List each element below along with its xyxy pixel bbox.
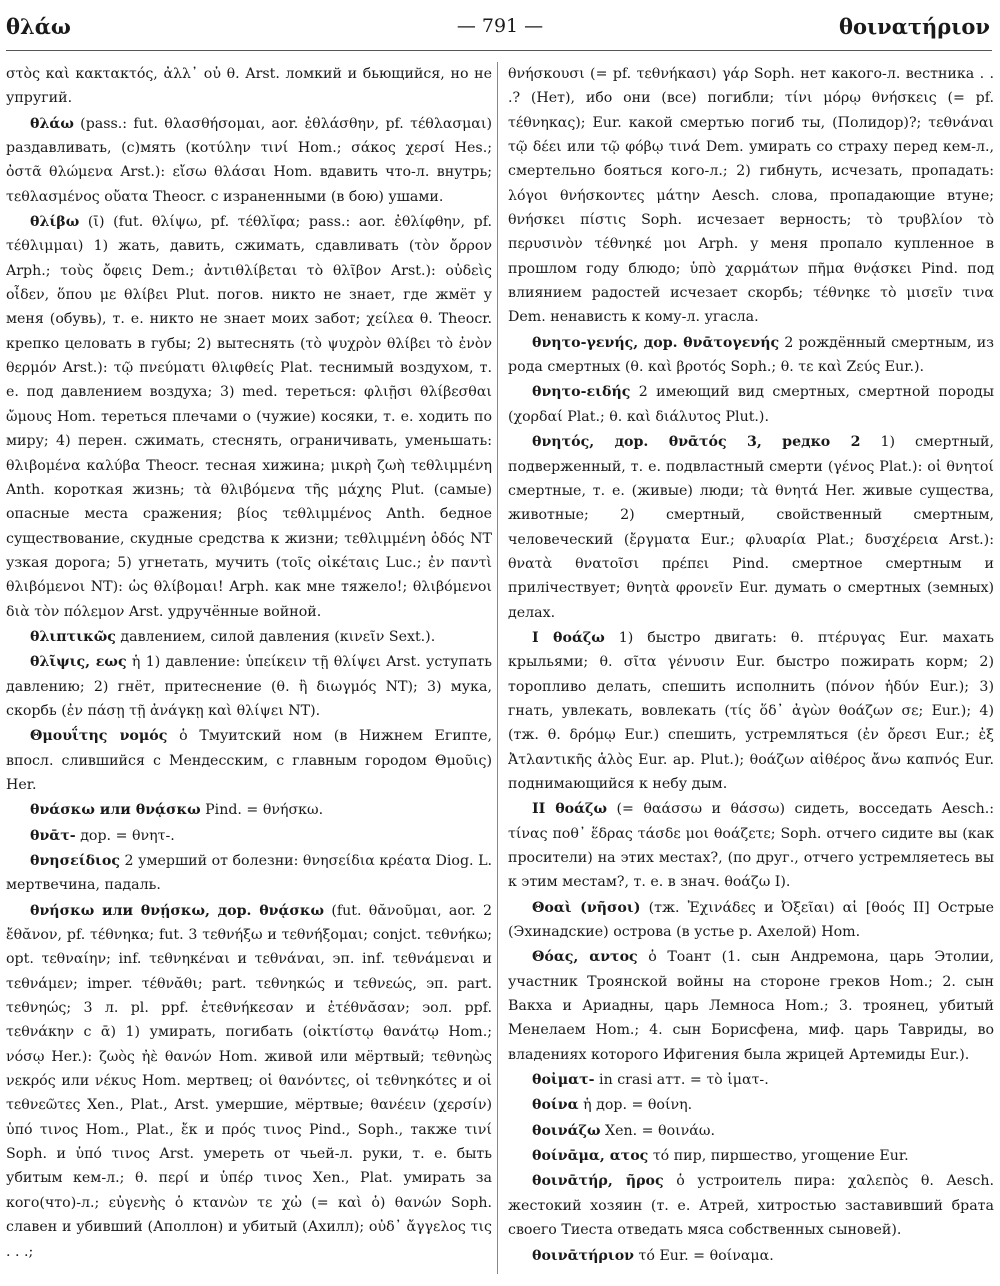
entry-text: ὁ устроитель пира: χαλεπὸς θ. Aesch. жестокий хозяин (т. е. Атрей, хитростью заставивший брата своего Тиеста отведать мяса собственных сыновей).: [508, 1173, 994, 1239]
dictionary-entry: [508, 945, 994, 1067]
entry-lemma: II θοάζω: [532, 801, 607, 818]
page-header: [0, 0, 1000, 60]
dictionary-entry: [508, 1093, 994, 1117]
column-divider: [497, 62, 498, 1274]
entry-text: Pind. = θνήσκω.: [205, 802, 324, 819]
entry-lemma: θοἰματ-: [532, 1072, 595, 1089]
dictionary-entry: [508, 896, 994, 945]
header-rule: [6, 50, 992, 51]
dictionary-entry: [508, 1244, 994, 1268]
dictionary-entry: [508, 331, 994, 380]
dictionary-entry: [6, 112, 492, 209]
entry-lemma: θνήσκω или θνῄσκω, дор. θνᾴσκω: [30, 902, 325, 919]
entry-lemma: θλάω: [30, 115, 74, 132]
dictionary-entry: [6, 824, 492, 848]
dictionary-entry: [6, 210, 492, 624]
entry-text: (тж. Ἐχινάδες и Ὀξεῖαι) αἱ [θοός II] Острые (Эхинадские) острова (в устье р. Ахелой) Hom.: [508, 899, 994, 941]
entry-lemma: Θόας, αντος: [532, 949, 638, 966]
entry-lemma: θνητο-γενής, дор. θνᾱτογενής: [532, 334, 780, 351]
dictionary-entry: [6, 724, 492, 797]
entry-text: (fut. θᾰνοῦμαι, aor. 2 ἔθᾰνον, pf. τέθνηκα; fut. 3 τεθνήξω и τεθνήξομαι; conjct. τεθνήκω; opt. τεθναίην; inf. τεθνηκέναι и τεθνάναι, эп. inf. τεθνάμεναι и τεθνάμεν; imper. τέθνᾰθι; part. τεθνηκώς и τεθνεώς, эп. part. τεθνηώς; 3 л. pl. ppf. ἐτεθνήκεσαν и ἐτέθνᾰσαν; эол. ppf. τεθνάκην с ᾱ) 1) умирать, погибать (οἰκτίστῳ θανάτῳ Hom.; νόσῳ Her.): ζωὸς ἠὲ θανών Hom. живой или мёртвый; τεθνηὼς νεκρός или νέκυς Hom. мертвец; οἱ θανόντες, οἱ τεθνηκότες и οἱ τεθνεῶτες Xen., Plat., Arst. умершие, мёртвые; θανέειν (χερσίν) ὑπό τινος Hom., Plat., ἔκ и πρός τινος Pind., Soph., также τινί Soph. и ὑπό τινος Arst. умереть от чьей-л. руки, т. е. быть убитым кем-л.; θ. περί и ὑπέρ τινος Xen., Plat. умирать за кого(что)-л.; εὐγενὴς ὁ κτανὼν τε χὠ (= καὶ ὁ) θανών Soph. славен и убивший (Аполлон) и убитый (Ахилл); οὐδ᾽ ἄγγελος τις . . .;: [6, 902, 492, 1260]
dictionary-entry: [508, 1119, 994, 1143]
dictionary-entry: [508, 626, 994, 796]
right-running-headword: θοινατήριον: [838, 14, 990, 39]
entry-text: (ῑ) (fut. θλίψω, pf. τέθλῐφα; pass.: aor. ἐθλίφθην, pf. τέθλιμμαι) 1) жать, давить, сжимать, сдавливать (τὸν ὄρρον Arph.; τοὺς ὄφεις Dem.; ἀντιθλίβεται τὸ θλῖβον Arst.): οὐδεὶς οἶδεν, ὅπου με θλίβει Plut. погов. никто не знает, где жмёт у меня (обувь), т. е. никто не знает моих забот; χείλεα θ. Theocr. крепко целовать в губы; 2) вытеснять (τὸ ψυχρὸν θλίβει τὸ ἐνὸν θερμόν Arst.): τῷ πνεύματι θλιφθείς Plat. теснимый воздухом, т. е. под давлением воздуха; 3) med. тереться: φλιῇσι θλίβεσθαι ὤμους Hom. тереться плечами о (чужие) косяки, т. е. ходить по миру; 4) перен. сжимать, стеснять, ограничивать, уменьшать: θλιβομένα καλύβα Theocr. тесная хижина; μικρὴ ζωὴ τεθλιμμένη Anth. короткая жизнь; τὰ θλιβόμενα τῆς μάχης Plut. (самые) опасные места сражения; βίος τεθλιμμένος Anth. бедное существование, скудные средства к жизни; τεθλιμμένη ὁδός NT узкая дорога; 5) угнетать, мучить (τοῖς οἰκέταις Luc.; ἐν παντὶ θλιβόμενοι NT): ὡς θλίβομαι! Arph. как мне тяжело!; θλιβόμενοι διὰ τὸν πόλεμον Arst. удручённые войной.: [6, 214, 492, 620]
entry-lemma: θοινᾱτήριον: [532, 1247, 635, 1264]
left-column: [6, 62, 492, 1276]
entry-lemma: θνησείδιος: [30, 853, 121, 869]
entry-text: Xen. = θοινάω.: [604, 1122, 715, 1139]
dictionary-entry: [508, 62, 994, 330]
dictionary-entry: [6, 62, 492, 111]
entry-lemma: θλιπτικῶς: [30, 628, 116, 645]
entry-text: ἡ 1) давление: ὑπείκειν τῇ θλίψει Arst. уступать давлению; 2) гнёт, притеснение (θ. ἢ διωγμός NT); 3) мука, скорбь (ἐν πάσῃ τῇ ἀνάγκῃ καὶ θλίψει NT).: [6, 654, 492, 719]
entry-text: (= θαάσσω и θάσσω) сидеть, восседать Aesch.: τίνας ποθ᾽ ἕδρας τάσδε μοι θοάζετε; Soph. отчего сидите вы (как просители) на этих местах?, (по друг., отчего устремляетесь вы к этим местам?, т. е. в знач. θοάζω I).: [508, 801, 994, 891]
entry-lemma: θοινᾱτήρ, ῆρος: [532, 1173, 664, 1190]
entry-lemma: θνᾱτ-: [30, 827, 76, 844]
entry-text: στὸς καὶ κακτακτός, ἀλλ᾽ οὐ θ. Arst. ломкий и бьющийся, но не упругий.: [6, 66, 492, 107]
entry-text: 2 имеющий вид смертных, смертной породы (χορδαί Plat.; θ. καὶ διάλυτος Plut.).: [508, 384, 994, 425]
dictionary-entry: [6, 899, 492, 1264]
dictionary-entry: [6, 625, 492, 649]
entry-text: τό Eur. = θοίναμα.: [638, 1247, 774, 1264]
entry-text: ὁ Тмуитский ном (в Нижнем Египте, впосл. слившийся с Мендесским, с главным городом Θμοῦις) Her.: [6, 728, 492, 793]
entry-lemma: θοίνα: [532, 1097, 579, 1114]
entry-text: 1) смертный, подверженный, т. е. подвластный смерти (γένος Plat.): οἱ θνητοί смертные, т. е. (живые) люди; τὰ θνητά Her. живые существа, животные; 2) смертный, свойственный смертным, человеческий (ἔργματα Eur.; φλυαρία Plat.; δυσχέρεια Arst.): θνατὰ θνατοῖσι πρέπει Pind. смертное смертным и прилічествует; θνητὰ φρονεῖν Eur. думать о смертных (земных) делах.: [508, 434, 994, 621]
right-column: [508, 62, 994, 1276]
entry-text: τό пир, пиршество, угощение Eur.: [652, 1148, 909, 1165]
entry-lemma: θνητο-ειδής: [532, 384, 631, 401]
entry-text: ἡ дор. = θοίνη.: [583, 1097, 693, 1114]
entry-lemma: θοίνᾱμα, ατος: [532, 1148, 649, 1165]
entry-lemma: θοινάζω: [532, 1122, 601, 1139]
dictionary-entry: [508, 430, 994, 625]
entry-lemma: Θμουΐτης νομός: [30, 728, 168, 745]
page-number: — 791 —: [456, 15, 544, 37]
entry-text: давлением, силой давления (κινεῖν Sext.).: [120, 628, 436, 645]
entry-text: in crasi атт. = τὸ ἱματ-.: [599, 1072, 769, 1089]
entry-text: (pass.: fut. θλασθήσομαι, aor. ἐθλάσθην, pf. τέθλασμαι) раздавливать, (с)мять (κοτύλην τινί Hom.; σάκος χερσί Hes.; ὀστᾶ θλώμενα Arst.): εἴσω θλάσαι Hom. вдавить что-л. внутрь; τεθλασμένος οὔατα Theocr. с израненными (в бою) ушами.: [6, 115, 492, 205]
dictionary-entry: [6, 650, 492, 723]
entry-lemma: θνητός, дор. θνᾱτός 3, редко 2: [532, 434, 861, 451]
entry-text: 2 рождённый смертным, из рода смертных (θ. καὶ βροτός Soph.; θ. τε καὶ Ζεύς Eur.).: [508, 334, 994, 376]
dictionary-entry: [6, 798, 492, 822]
entry-text: дор. = θνητ-.: [80, 827, 175, 844]
dictionary-entry: [508, 1144, 994, 1168]
entry-lemma: Θοαὶ (νῆσοι): [532, 899, 641, 916]
dictionary-entry: [6, 849, 492, 898]
entry-text: 1) быстро двигать: θ. πτέρυγας Eur. махать крыльями; θ. σῖτα γένυσιν Eur. быстро пожирать корм; 2) торопливо делать, спешить исполнить (πόνον ἡδύν Eur.); 3) гнать, увлекать, вовлекать (τίς ὅδ᾽ ἀγὼν θοάζων σε; Eur.); 4) (тж. θ. δρόμῳ Eur.) спешить, устремляться (ἐν ὄρεσι Eur.; ἐξ Ἀτλαντικῆς ἁλὸς Eur. ap. Plut.); θοάζων αἰθέρος ἄνω καπνός Eur. поднимающийся к небу дым.: [508, 629, 994, 792]
dictionary-entry: [508, 380, 994, 429]
dictionary-entry: [508, 797, 994, 894]
entry-text: θνήσκουσι (= pf. τεθνήκασι) γάρ Soph. нет какого-л. вестника . . .? (Нет), ибо они (все) погибли; τίνι μόρῳ θνήσκεις (= pf. τέθνηκας); Eur. какой смертью погиб ты, (Полидор)?; τεθνάναι τῷ δέει или τῷ φόβῳ τινά Dem. умирать со страху перед кем-л., смертельно бояться кого-л.; 2) гибнуть, исчезать, пропадать: λόγοι θνήσκοντες μάτην Aesch. слова, пропадающие втуне; θνήσκει πίστις Soph. исчезает верность; τὸ τρυβλίον τὸ περυσινὸν τέθνηκέ μοι Arph. у меня пропало купленное в прошлом году блюдо; ὑπὸ χαρμάτων πῆμα θνᾴσκει Pind. под влиянием радостей исчезает скорбь; τέθνηκε τὸ μισεῖν τινα Dem. ненависть к кому-л. угасла.: [508, 66, 994, 326]
entry-lemma: θλῖψις, εως: [30, 654, 127, 671]
entry-text: ὁ Тоант (1. сын Андремона, царь Этолии, участник Троянской войны на стороне греков Hom.; 2. сын Вакха и Ариадны, царь Лемноса Hom.; 3. троянец, убитый Менелаем Hom.; 4. сын Борисфена, миф. царь Тавриды, во владениях которого Ифигения была жрицей Артемиды Eur.).: [508, 949, 994, 1063]
dictionary-entry: [508, 1068, 994, 1092]
entry-lemma: θλίβω: [30, 214, 80, 231]
entry-lemma: θνάσκω или θνᾴσκω: [30, 802, 201, 819]
entry-lemma: I θοάζω: [532, 629, 605, 646]
dictionary-entry: [508, 1169, 994, 1242]
left-running-headword: θλάω: [6, 14, 71, 39]
entry-text: 2 умерший от болезни: θνησείδια κρέατα Diog. L. мертвечина, падаль.: [6, 853, 492, 894]
